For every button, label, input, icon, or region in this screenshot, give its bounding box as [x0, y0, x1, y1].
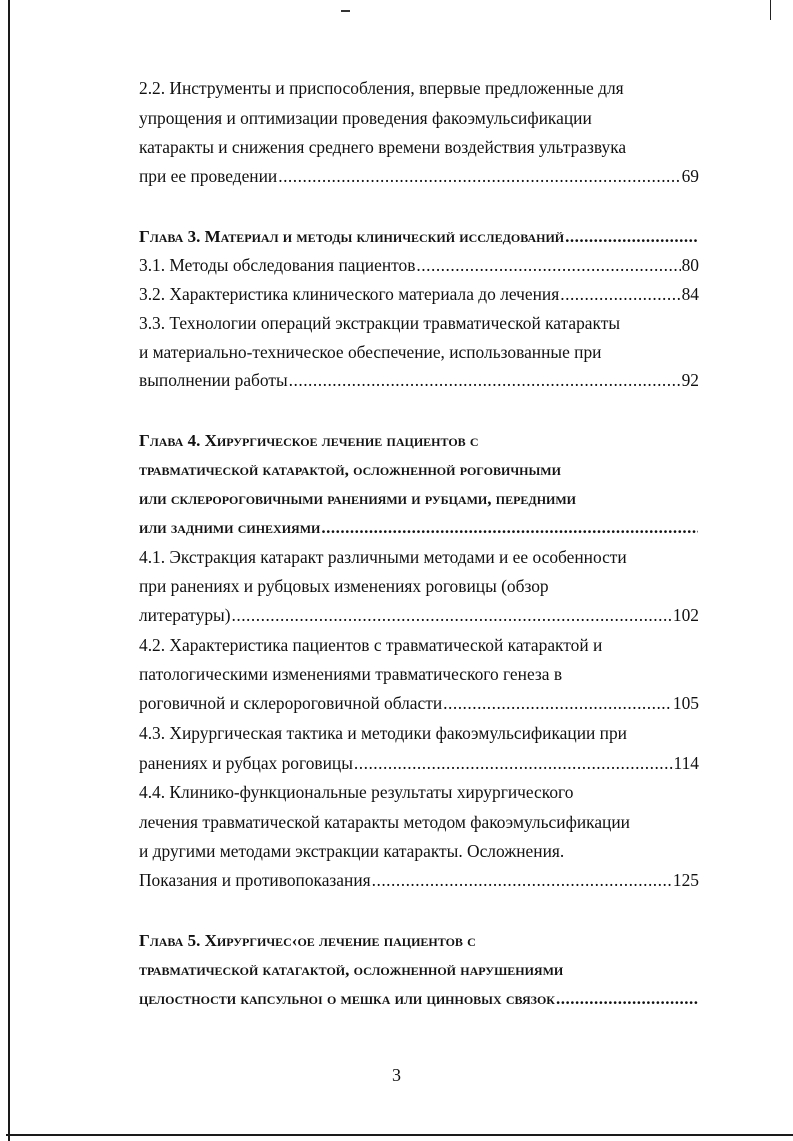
toc-page-number: 105: [672, 693, 699, 713]
toc-leader-dots: [354, 752, 673, 774]
toc-line: катаракты и снижения среднего времени воздействия ультразвука: [139, 137, 627, 157]
toc-leader-dots: [443, 692, 672, 714]
toc-entry-4-4[interactable]: [139, 869, 699, 891]
scan-mark: [341, 10, 350, 12]
toc-leader-dots: [232, 604, 672, 626]
toc-entry-text: роговичной и склеророговичной области: [139, 693, 443, 713]
chapter-title-line: или склеророговичными ранениями и рубцами, передними: [139, 489, 577, 508]
toc-entry-text: 3.1. Методы обследования пациентов: [139, 255, 416, 275]
toc-leader-dots: [278, 165, 680, 187]
toc-entry-text: выполнении работы: [139, 370, 288, 390]
toc-entry-3-1[interactable]: [139, 254, 699, 276]
toc-page-number: 125: [672, 870, 699, 890]
toc-line: 4.3. Хирургическая тактика и методики факоэмульсификации при: [139, 723, 627, 743]
toc-leader-dots: [372, 869, 672, 891]
toc-leader-dots: [560, 283, 680, 305]
toc-line: при ранениях и рубцовых изменениях роговицы (обзор: [139, 576, 549, 596]
toc-leader-dots: [289, 369, 681, 391]
toc-page-number: 102: [672, 605, 699, 625]
toc-entry-3-3[interactable]: [139, 369, 699, 391]
toc-page-number: 69: [681, 166, 699, 186]
scan-border-left: [8, 0, 10, 1141]
toc-entry-4-1[interactable]: [139, 604, 699, 626]
toc-line: и материально-техническое обеспечение, использованные при: [139, 342, 602, 362]
toc-entry-text: 3.2. Характеристика клинического материала до лечения: [139, 284, 560, 304]
toc-line: патологическими изменениями травматического генеза в: [139, 664, 563, 684]
toc-line: и другими методами экстракции катаракты. Осложнения.: [139, 841, 565, 861]
toc-line: 4.1. Экстракция катаракт различными методами и ее особенности: [139, 547, 627, 567]
chapter-title: или задними синехиями: [139, 518, 321, 537]
chapter-5-heading: Глава 5. Хирургичес‹ое лечение пациентов с: [139, 931, 476, 950]
toc-entry-2-2[interactable]: [139, 165, 699, 187]
chapter-5-title-end[interactable]: [139, 988, 699, 1010]
toc-entry-text: литературы): [139, 605, 231, 625]
chapter-4-title-end[interactable]: [139, 517, 699, 539]
toc-leader-dots: [556, 988, 698, 1010]
toc-line: 3.3. Технологии операций экстракции травматической катаракты: [139, 313, 621, 333]
toc-entry-text: ранениях и рубцах роговицы: [139, 753, 353, 773]
chapter-title-line: травматической катагактой, осложненной нарушениями: [139, 960, 564, 979]
toc-page-number: 80: [681, 255, 699, 275]
toc-leader-dots: [565, 226, 698, 248]
toc-page-number: 84: [681, 284, 699, 304]
scan-border-bottom: [6, 1134, 793, 1136]
chapter-title: целостности капсульноı о мешка или цинновых связок: [139, 989, 555, 1008]
toc-entry-text: при ее проведении: [139, 166, 278, 186]
chapter-title-line: травматической катарактой, осложненной роговичными: [139, 460, 561, 479]
toc-line: упрощения и оптимизации проведения факоэмульсификации: [139, 108, 592, 128]
chapter-4-heading: Глава 4. Хирургическое лечение пациентов с: [139, 431, 479, 450]
toc-line: 4.2. Характеристика пациентов с травматической катарактой и: [139, 635, 603, 655]
page-number: 3: [392, 1065, 401, 1085]
toc-entry-4-3[interactable]: [139, 752, 699, 774]
toc-leader-dots: [416, 254, 680, 276]
toc-line: 4.4. Клинико-функциональные результаты хирургического: [139, 782, 574, 802]
toc-line: 2.2. Инструменты и приспособления, впервые предложенные для: [139, 78, 624, 98]
toc-entry-4-2[interactable]: [139, 692, 699, 714]
toc-page-number: 92: [681, 370, 699, 390]
toc-entry-text: Показания и противопоказания: [139, 870, 371, 890]
chapter-title: Глава 3. Материал и методы клинический исследований: [139, 227, 565, 246]
toc-line: лечения травматической катаракты методом факоэмульсификации: [139, 812, 630, 832]
toc-page-number: 114: [673, 753, 699, 773]
scan-border-right: [770, 0, 771, 20]
toc-entry-3-2[interactable]: [139, 283, 699, 305]
chapter-3-heading[interactable]: [139, 226, 699, 248]
toc-leader-dots: [321, 517, 698, 539]
